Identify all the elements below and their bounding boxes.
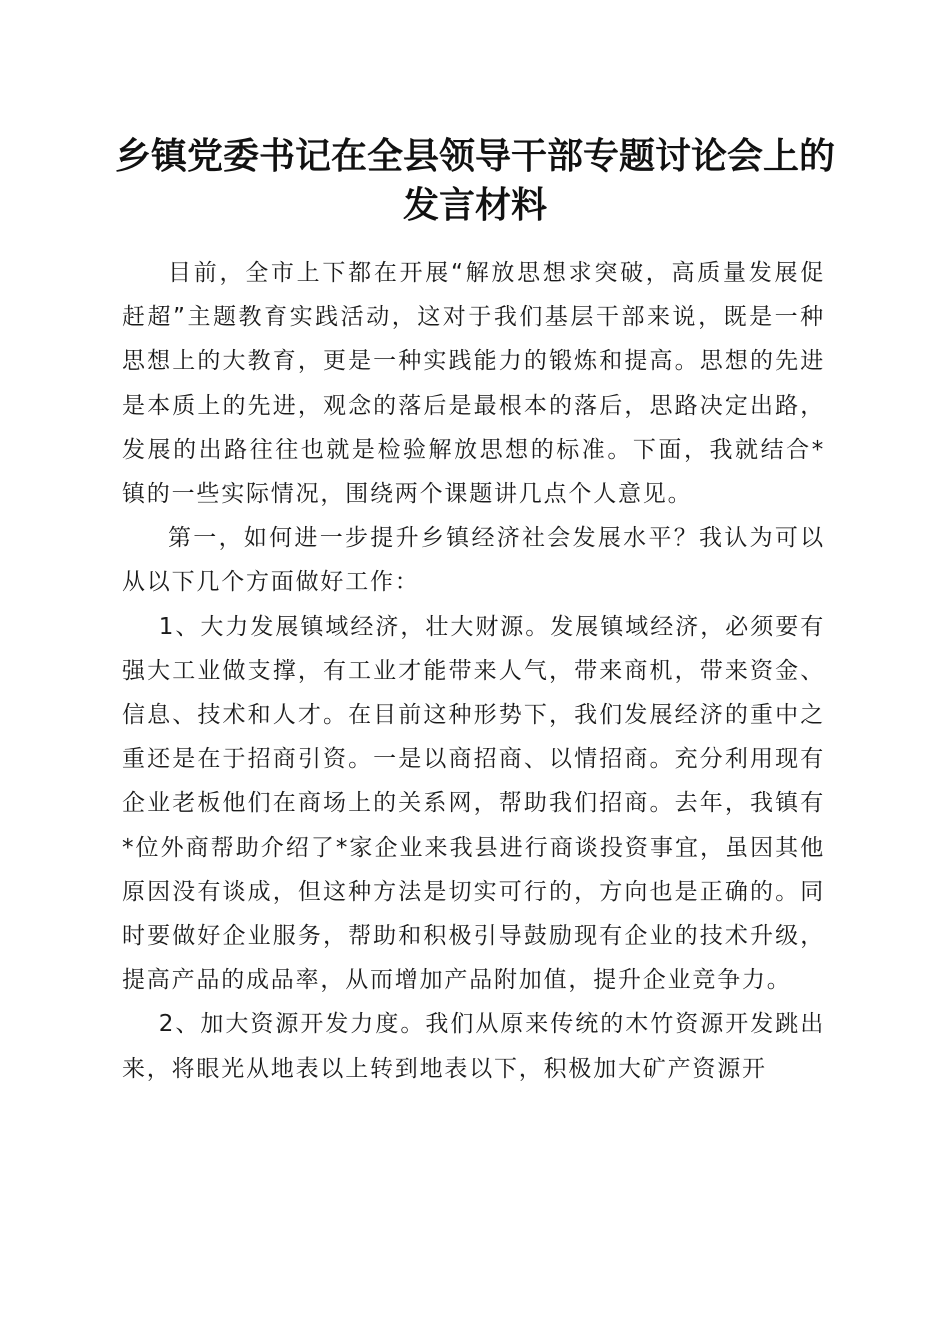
paragraph-intro: 目前，全市上下都在开展“解放思想求突破，高质量发展促赶超”主题教育实践活动，这对于我们基层干部来说，既是一种思想上的大教育，更是一种实践能力的锻炼和提高。思想的先进是本质上的先进，观念的落后是最根本的落后，思路决定出路，发展的出路往往也就是检验解放思想的标准。下面，我就结合*镇的一些实际情况，围绕两个课题讲几点个人意见。 [122,260,825,508]
document-title [100,132,850,230]
paragraph-item-2: 2、加大资源开发力度。我们从原来传统的木竹资源开发跳出来，将眼光从地表以上转到地表以下，积极加大矿产资源开 [122,1011,825,1082]
paragraph-section-1: 第一，如何进一步提升乡镇经济社会发展水平？我认为可以从以下几个方面做好工作： [122,525,825,596]
title-line-2: 发言材料 [402,184,547,226]
paragraph-item-1: 1、大力发展镇域经济，壮大财源。发展镇域经济，必须要有强大工业做支撑，有工业才能带来人气，带来商机，带来资金、信息、技术和人才。在目前这种形势下，我们发展经济的重中之重还是在于招商引资。一是以商招商、以情招商。充分利用现有企业老板他们在商场上的关系网，帮助我们招商。去年，我镇有*位外商帮助介绍了*家企业来我县进行商谈投资事宜，虽因其他原因没有谈成，但这种方法是切实可行的，方向也是正确的。同时要做好企业服务，帮助和积极引导鼓励现有企业的技术升级，提高产品的成品率，从而增加产品附加值，提升企业竞争力。 [122,613,825,994]
document-body [122,251,825,1091]
title-line-1: 乡镇党委书记在全县领导干部专题讨论会上的 [114,135,835,177]
